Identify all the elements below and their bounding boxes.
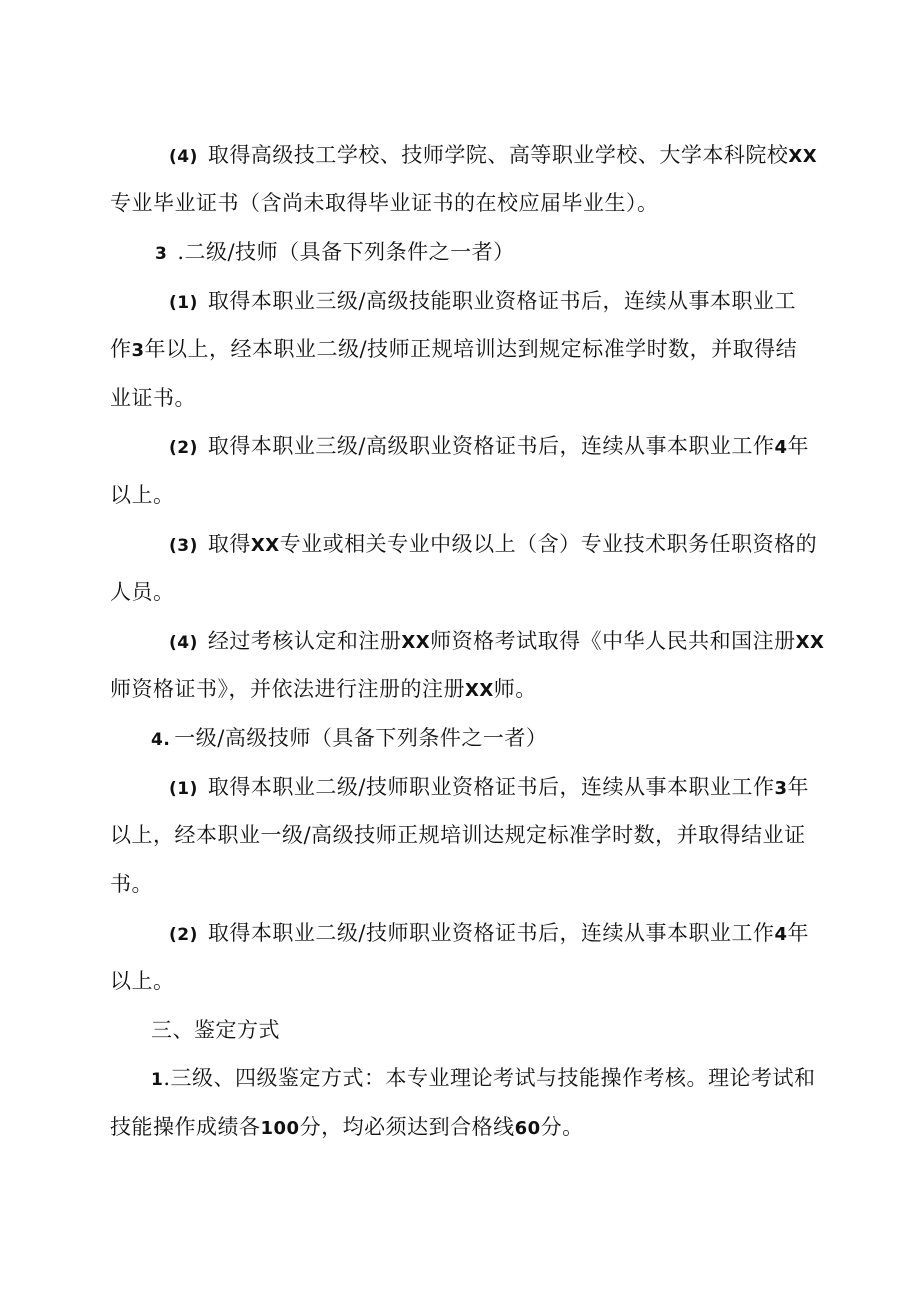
paragraph-line (169, 919, 809, 949)
chapter-heading (151, 1016, 280, 1044)
paragraph-text: 3 (774, 778, 788, 799)
paragraph-line (151, 1064, 816, 1094)
paragraph-text: 人员。 (110, 580, 175, 604)
paragraph-text: 经过考核认定和注册 (207, 629, 402, 653)
paragraph-line (169, 530, 817, 560)
paragraph-text: 师资格考试取得《中华人民共和国注册 (430, 629, 796, 653)
paragraph-line (169, 287, 796, 317)
paragraph-text: 取得本职业二级/技师职业资格证书后，连续从事本职业工作 (207, 775, 775, 799)
paragraph-line (110, 578, 175, 606)
paragraph-text: XX (250, 535, 280, 556)
paragraph-text: 作 (110, 337, 132, 361)
paragraph-line (110, 675, 537, 705)
paragraph-text: 分。 (540, 1115, 584, 1139)
paragraph-text: 取得高级技工学校、技师学院、高等职业学校、大学本科院校 (207, 143, 789, 167)
paragraph-text: 3 (131, 340, 145, 361)
section-title: .二级/技师（具备下列条件之一者） (177, 240, 515, 264)
section-number: 4. (151, 730, 171, 750)
item-marker: (3) (169, 536, 198, 556)
paragraph-text: 年以上，经本职业二级/技师正规培训达到规定标准学时数，并取得结 (144, 337, 798, 361)
paragraph-text: 专业或相关专业中级以上（含）专业技术职务任职资格的 (279, 532, 818, 556)
paragraph-text: 取得本职业二级/技师职业资格证书后，连续从事本职业工作 (207, 921, 775, 945)
paragraph-text: 取得本职业三级/高级职业资格证书后，连续从事本职业工作 (207, 434, 775, 458)
paragraph-text: 60 (514, 1118, 541, 1139)
paragraph-text: 年 (787, 434, 809, 458)
paragraph-line (110, 870, 153, 898)
paragraph-line (169, 432, 809, 462)
item-marker: (2) (169, 438, 198, 458)
paragraph-text: XX (401, 632, 431, 653)
section-heading (155, 238, 515, 268)
item-marker: (2) (169, 925, 198, 945)
paragraph-line (169, 141, 817, 171)
item-marker: 1 (151, 1070, 164, 1090)
paragraph-line (169, 627, 824, 657)
paragraph-line (169, 773, 809, 803)
paragraph-line (110, 335, 797, 365)
paragraph-text: 4 (774, 924, 788, 945)
paragraph-line (110, 189, 659, 217)
paragraph-line (110, 821, 806, 849)
paragraph-text: 书。 (110, 872, 153, 896)
paragraph-text: 100 (260, 1118, 300, 1139)
paragraph-text: .三级、四级鉴定方式：本专业理论考试与技能操作考核。理论考试和 (163, 1066, 816, 1090)
paragraph-text: 技能操作成绩各 (110, 1115, 261, 1139)
item-marker: (4) (169, 633, 198, 653)
paragraph-line (110, 481, 175, 509)
paragraph-text: 以上，经本职业一级/高级技师正规培训达规定标准学时数，并取得结业证 (110, 823, 806, 847)
section-heading (151, 724, 547, 754)
paragraph-line (110, 384, 196, 412)
paragraph-text: 以上。 (110, 483, 175, 507)
paragraph-text: 取得本职业三级/高级技能职业资格证书后，连续从事本职业工 (207, 289, 796, 313)
paragraph-text: 师。 (493, 677, 537, 701)
paragraph-text: 取得 (207, 532, 251, 556)
paragraph-text: 4 (774, 437, 788, 458)
paragraph-text: 年 (787, 921, 809, 945)
item-marker: (1) (169, 779, 198, 799)
paragraph-text: 以上。 (110, 969, 175, 993)
chapter-title: 三、鉴定方式 (151, 1018, 280, 1042)
paragraph-line (110, 967, 175, 995)
item-marker: (1) (169, 293, 198, 313)
paragraph-text: 专业毕业证书（含尚未取得毕业证书的在校应届毕业生）。 (110, 191, 659, 215)
paragraph-line (110, 1113, 584, 1143)
paragraph-text: 分，均必须达到合格线 (299, 1115, 515, 1139)
item-marker: (4) (169, 147, 198, 167)
paragraph-text: XX (788, 146, 818, 167)
section-number: 3 (155, 244, 168, 264)
paragraph-text: XX (465, 680, 494, 701)
paragraph-text: 年 (787, 775, 809, 799)
paragraph-text: 业证书。 (110, 386, 196, 410)
paragraph-text: 师资格证书》，并依法进行注册的注册 (110, 677, 465, 701)
section-title: 一级/高级技师（具备下列条件之一者） (174, 726, 548, 750)
paragraph-text: XX (795, 632, 825, 653)
